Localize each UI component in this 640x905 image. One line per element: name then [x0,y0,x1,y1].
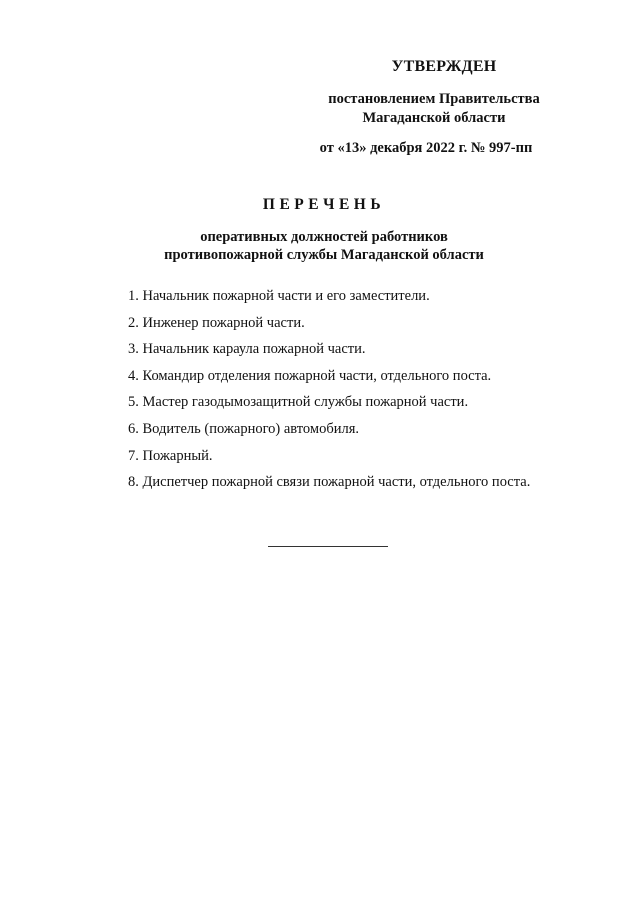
approval-line-1: постановлением Правительства [328,91,540,107]
approval-heading: УТВЕРЖДЕН [391,58,497,75]
approval-stamp [304,58,564,158]
document-title: ПЕРЕЧЕНЬ [262,196,386,213]
list-item: 5. Мастер газодымозащитной службы пожарной части. [128,394,469,411]
document-subtitle-line-2: противопожарной службы Магаданской области [164,247,484,263]
list-item: 7. Пожарный. [128,447,213,464]
end-divider [268,546,388,547]
approval-date: от «13» декабря 2022 г. № 997-пп [319,140,533,156]
positions-list [128,287,588,500]
list-item: 8. Диспетчер пожарной связи пожарной части, отдельного поста. [128,474,531,491]
approval-line-2: Магаданской области [362,110,506,126]
list-item: 1. Начальник пожарной части и его заместители. [128,288,430,304]
document-subtitle-line-1: оперативных должностей работников [200,229,448,245]
list-item: 4. Командир отделения пожарной части, отдельного поста. [128,367,492,384]
document-title-block [0,196,640,264]
list-item: 6. Водитель (пожарного) автомобиля. [128,420,360,437]
list-item: 3. Начальник караула пожарной части. [128,341,366,358]
list-item: 2. Инженер пожарной части. [128,314,305,331]
